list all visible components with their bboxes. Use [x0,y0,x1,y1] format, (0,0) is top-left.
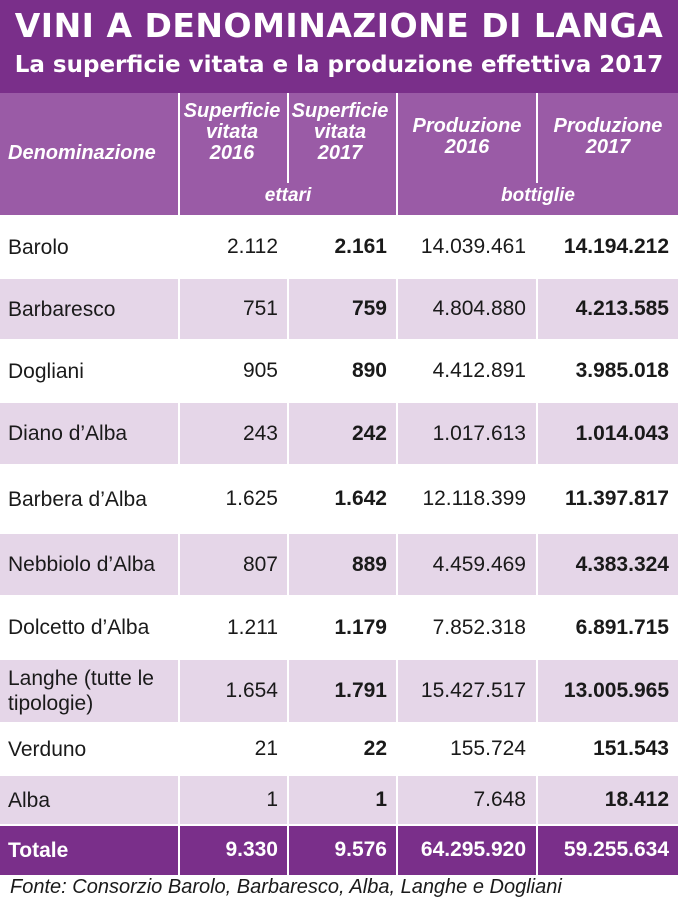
table-row [0,596,678,659]
cell-prod2016: 7.648 [473,788,526,811]
table-subtitle: La superficie vitata e la produzione effettiva 2017 [14,52,664,78]
header-line: 2016 [444,136,490,158]
total-label: Totale [8,838,69,862]
table-row [0,216,678,278]
total-row [0,825,678,875]
row-divider [0,595,678,597]
unit-ettari: ettari [264,185,312,206]
cell-sup2017: 242 [351,421,387,445]
table-row [0,723,678,775]
cell-prod2017: 18.412 [604,788,669,811]
header-line: 2016 [209,142,255,164]
cell-prod2017: 4.213.585 [575,297,669,320]
table-row [0,278,678,340]
total-prod2017: 59.255.634 [563,838,669,861]
row-divider [0,215,678,217]
header-superficie-2016 [180,101,284,164]
column-divider [536,216,538,875]
row-name: Dolcetto d’Alba [8,616,150,639]
row-name: Verduno [8,737,87,761]
header-produzione-2016 [398,116,536,158]
cell-prod2016: 4.804.880 [432,297,526,320]
cell-prod2016: 7.852.318 [432,615,526,639]
table-header [0,93,678,216]
cell-sup2017: 759 [351,297,387,320]
cell-prod2017: 11.397.817 [565,487,669,510]
row-name: Barbera d’Alba [8,487,147,511]
row-divider [0,464,678,466]
row-divider [0,722,678,724]
cell-sup2016: 21 [254,737,278,760]
header-line: Superficie [291,100,389,122]
cell-sup2017: 1.642 [334,487,387,510]
table-row [0,775,678,825]
cell-sup2016: 905 [242,359,278,382]
cell-sup2017: 1 [375,788,387,811]
table-row [0,533,678,596]
column-divider [287,93,289,183]
table-row [0,465,678,533]
row-name: Alba [8,788,51,812]
header-line: Superficie [183,100,281,122]
cell-prod2017: 1.014.043 [575,421,669,445]
row-divider [0,774,678,776]
cell-prod2017: 3.985.018 [575,359,669,382]
cell-sup2017: 2.161 [334,235,387,258]
cell-sup2016: 807 [242,552,278,576]
cell-prod2017: 6.891.715 [575,615,669,639]
source-note: Fonte: Consorzio Barolo, Barbaresco, Alba, Langhe e Dogliani [10,876,562,898]
row-name: Barolo [8,235,69,259]
table-row [0,659,678,723]
header-line: 2017 [317,142,363,164]
cell-prod2016: 15.427.517 [420,679,526,702]
cell-sup2016: 1.211 [227,615,278,639]
cell-prod2016: 14.039.461 [420,235,526,258]
column-divider [287,216,289,875]
header-line: 2017 [585,136,631,158]
column-divider [536,93,538,183]
total-sup2016: 9.330 [225,838,278,861]
cell-prod2016: 1.017.613 [432,421,526,445]
cell-sup2017: 889 [351,552,387,576]
unit-bottiglie: bottiglie [501,185,575,206]
total-sup2017: 9.576 [334,838,387,861]
row-name: Dogliani [8,359,84,383]
header-line: vitata [313,121,367,143]
row-divider [0,532,678,534]
cell-sup2016: 2.112 [227,235,278,258]
column-divider [178,93,180,875]
row-divider [0,824,678,826]
row-name: Nebbiolo d’Alba [8,553,156,576]
cell-prod2016: 4.412.891 [432,359,526,382]
cell-sup2017: 1.179 [334,615,387,639]
cell-prod2017: 151.543 [593,737,669,760]
cell-sup2017: 1.791 [334,679,387,702]
header-superficie-2017 [288,101,392,164]
cell-prod2016: 12.118.399 [422,487,526,510]
header-denominazione: Denominazione [8,142,156,164]
row-divider [0,277,678,279]
row-name: Diano d’Alba [8,422,128,445]
header-line: Produzione [412,115,522,137]
cell-sup2016: 751 [242,297,278,320]
cell-prod2016: 4.459.469 [432,552,526,576]
row-divider [0,401,678,403]
title-band [0,0,678,93]
header-produzione-2017 [538,116,678,158]
cell-sup2016: 1.654 [225,679,278,702]
column-divider [396,93,398,875]
header-line: vitata [205,121,259,143]
row-divider [0,658,678,660]
row-divider [0,339,678,341]
row-name: Barbaresco [8,297,116,321]
cell-prod2017: 14.194.212 [563,235,669,258]
cell-prod2017: 4.383.324 [575,552,669,576]
header-line: Produzione [553,115,663,137]
cell-sup2016: 1 [266,788,278,811]
cell-sup2016: 1.625 [225,487,278,510]
cell-sup2017: 22 [363,737,387,760]
total-prod2016: 64.295.920 [420,838,526,861]
cell-prod2017: 13.005.965 [563,679,669,702]
table-row [0,402,678,465]
cell-sup2016: 243 [242,421,278,445]
row-name: Langhe (tutte le tipologie) [8,667,154,715]
cell-prod2016: 155.724 [450,737,526,760]
cell-sup2017: 890 [351,359,387,382]
table-row [0,340,678,402]
table-title: VINI A DENOMINAZIONE DI LANGA [14,6,664,45]
